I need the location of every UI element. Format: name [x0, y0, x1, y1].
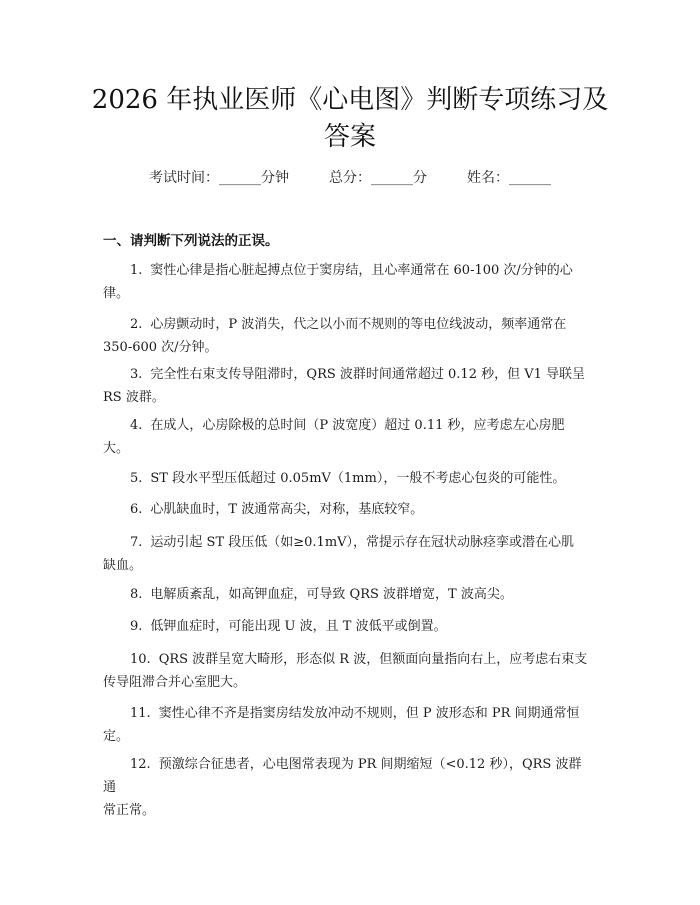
question-item [103, 414, 593, 460]
question-text: 心肌缺血时，T 波通常高尖，对称，基底较窄。 [150, 502, 424, 517]
question-number: 1. [130, 263, 143, 278]
question-number: 4. [130, 418, 143, 433]
document-title-line1: 2026 年执业医师《心电图》判断专项练习及 [91, 85, 609, 115]
question-text: 完全性右束支传导阻滞时，QRS 波群时间通常超过 0.12 秒，但 V1 导联呈 [150, 367, 586, 382]
question-number: 3. [130, 367, 143, 382]
question-item [103, 259, 593, 305]
question-text-cont: 定。 [103, 729, 130, 744]
question-number: 7. [130, 535, 143, 550]
question-text-cont: 常正常。 [103, 803, 156, 818]
question-item [103, 363, 593, 409]
question-number: 5. [130, 471, 143, 486]
question-text-cont: 律。 [103, 286, 130, 301]
question-text: ST 段水平型压低超过 0.05mV（1mm），一般不考虑心包炎的可能性。 [150, 471, 566, 486]
question-item [103, 583, 593, 606]
document-title-line2: 答案 [323, 122, 376, 152]
question-item [103, 702, 593, 748]
exam-meta-row [0, 167, 700, 189]
question-item [103, 753, 593, 822]
question-number: 6. [130, 502, 143, 517]
question-text: 电解质紊乱，如高钾血症，可导致 QRS 波群增宽，T 波高尖。 [150, 587, 513, 602]
question-text: 心房颤动时，P 波消失，代之以小而不规则的等电位线波动，频率通常在 [150, 317, 567, 332]
question-number: 2. [130, 317, 143, 332]
question-text-cont: 缺血。 [103, 558, 143, 573]
question-item [103, 498, 593, 521]
question-number: 9. [130, 619, 143, 634]
question-text-cont: 传导阻滞合并心室肥大。 [103, 675, 247, 690]
question-text: 窦性心律不齐是指窦房结发放冲动不规则，但 P 波形态和 PR 间期通常恒 [158, 706, 580, 721]
question-item [103, 615, 593, 638]
name-label: 姓名：______ [467, 170, 551, 186]
question-text-cont: 350-600 次/分钟。 [103, 340, 218, 355]
question-text: 在成人，心房除极的总时间（P 波宽度）超过 0.11 秒，应考虑左心房肥 [150, 418, 565, 433]
question-number: 12. [130, 757, 151, 772]
question-text: 预激综合征患者，心电图常表现为 PR 间期缩短（<0.12 秒），QRS 波群通 [103, 757, 582, 795]
question-text: 窦性心律是指心脏起搏点位于窦房结，且心率通常在 60-100 次/分钟的心 [150, 263, 573, 278]
question-number: 11. [130, 706, 151, 721]
question-text: QRS 波群呈宽大畸形，形态似 R 波，但额面向量指向右上，应考虑右束支 [158, 652, 588, 667]
question-text-cont: RS 波群。 [103, 390, 165, 405]
question-text: 运动引起 ST 段压低（如≥0.1mV），常提示存在冠状动脉痉挛或潜在心肌 [150, 535, 575, 550]
section-heading: 一、请判断下列说法的正误。 [103, 233, 279, 249]
exam-time-label: 考试时间：______分钟 [149, 170, 289, 186]
question-item [103, 467, 593, 490]
total-score-label: 总分：______分 [329, 170, 427, 186]
question-item [103, 313, 593, 359]
question-text-cont: 大。 [103, 441, 130, 456]
question-number: 8. [130, 587, 143, 602]
question-item [103, 531, 593, 577]
question-text: 低钾血症时，可能出现 U 波，且 T 波低平或倒置。 [150, 619, 447, 634]
question-item [103, 648, 593, 694]
question-number: 10. [130, 652, 151, 667]
